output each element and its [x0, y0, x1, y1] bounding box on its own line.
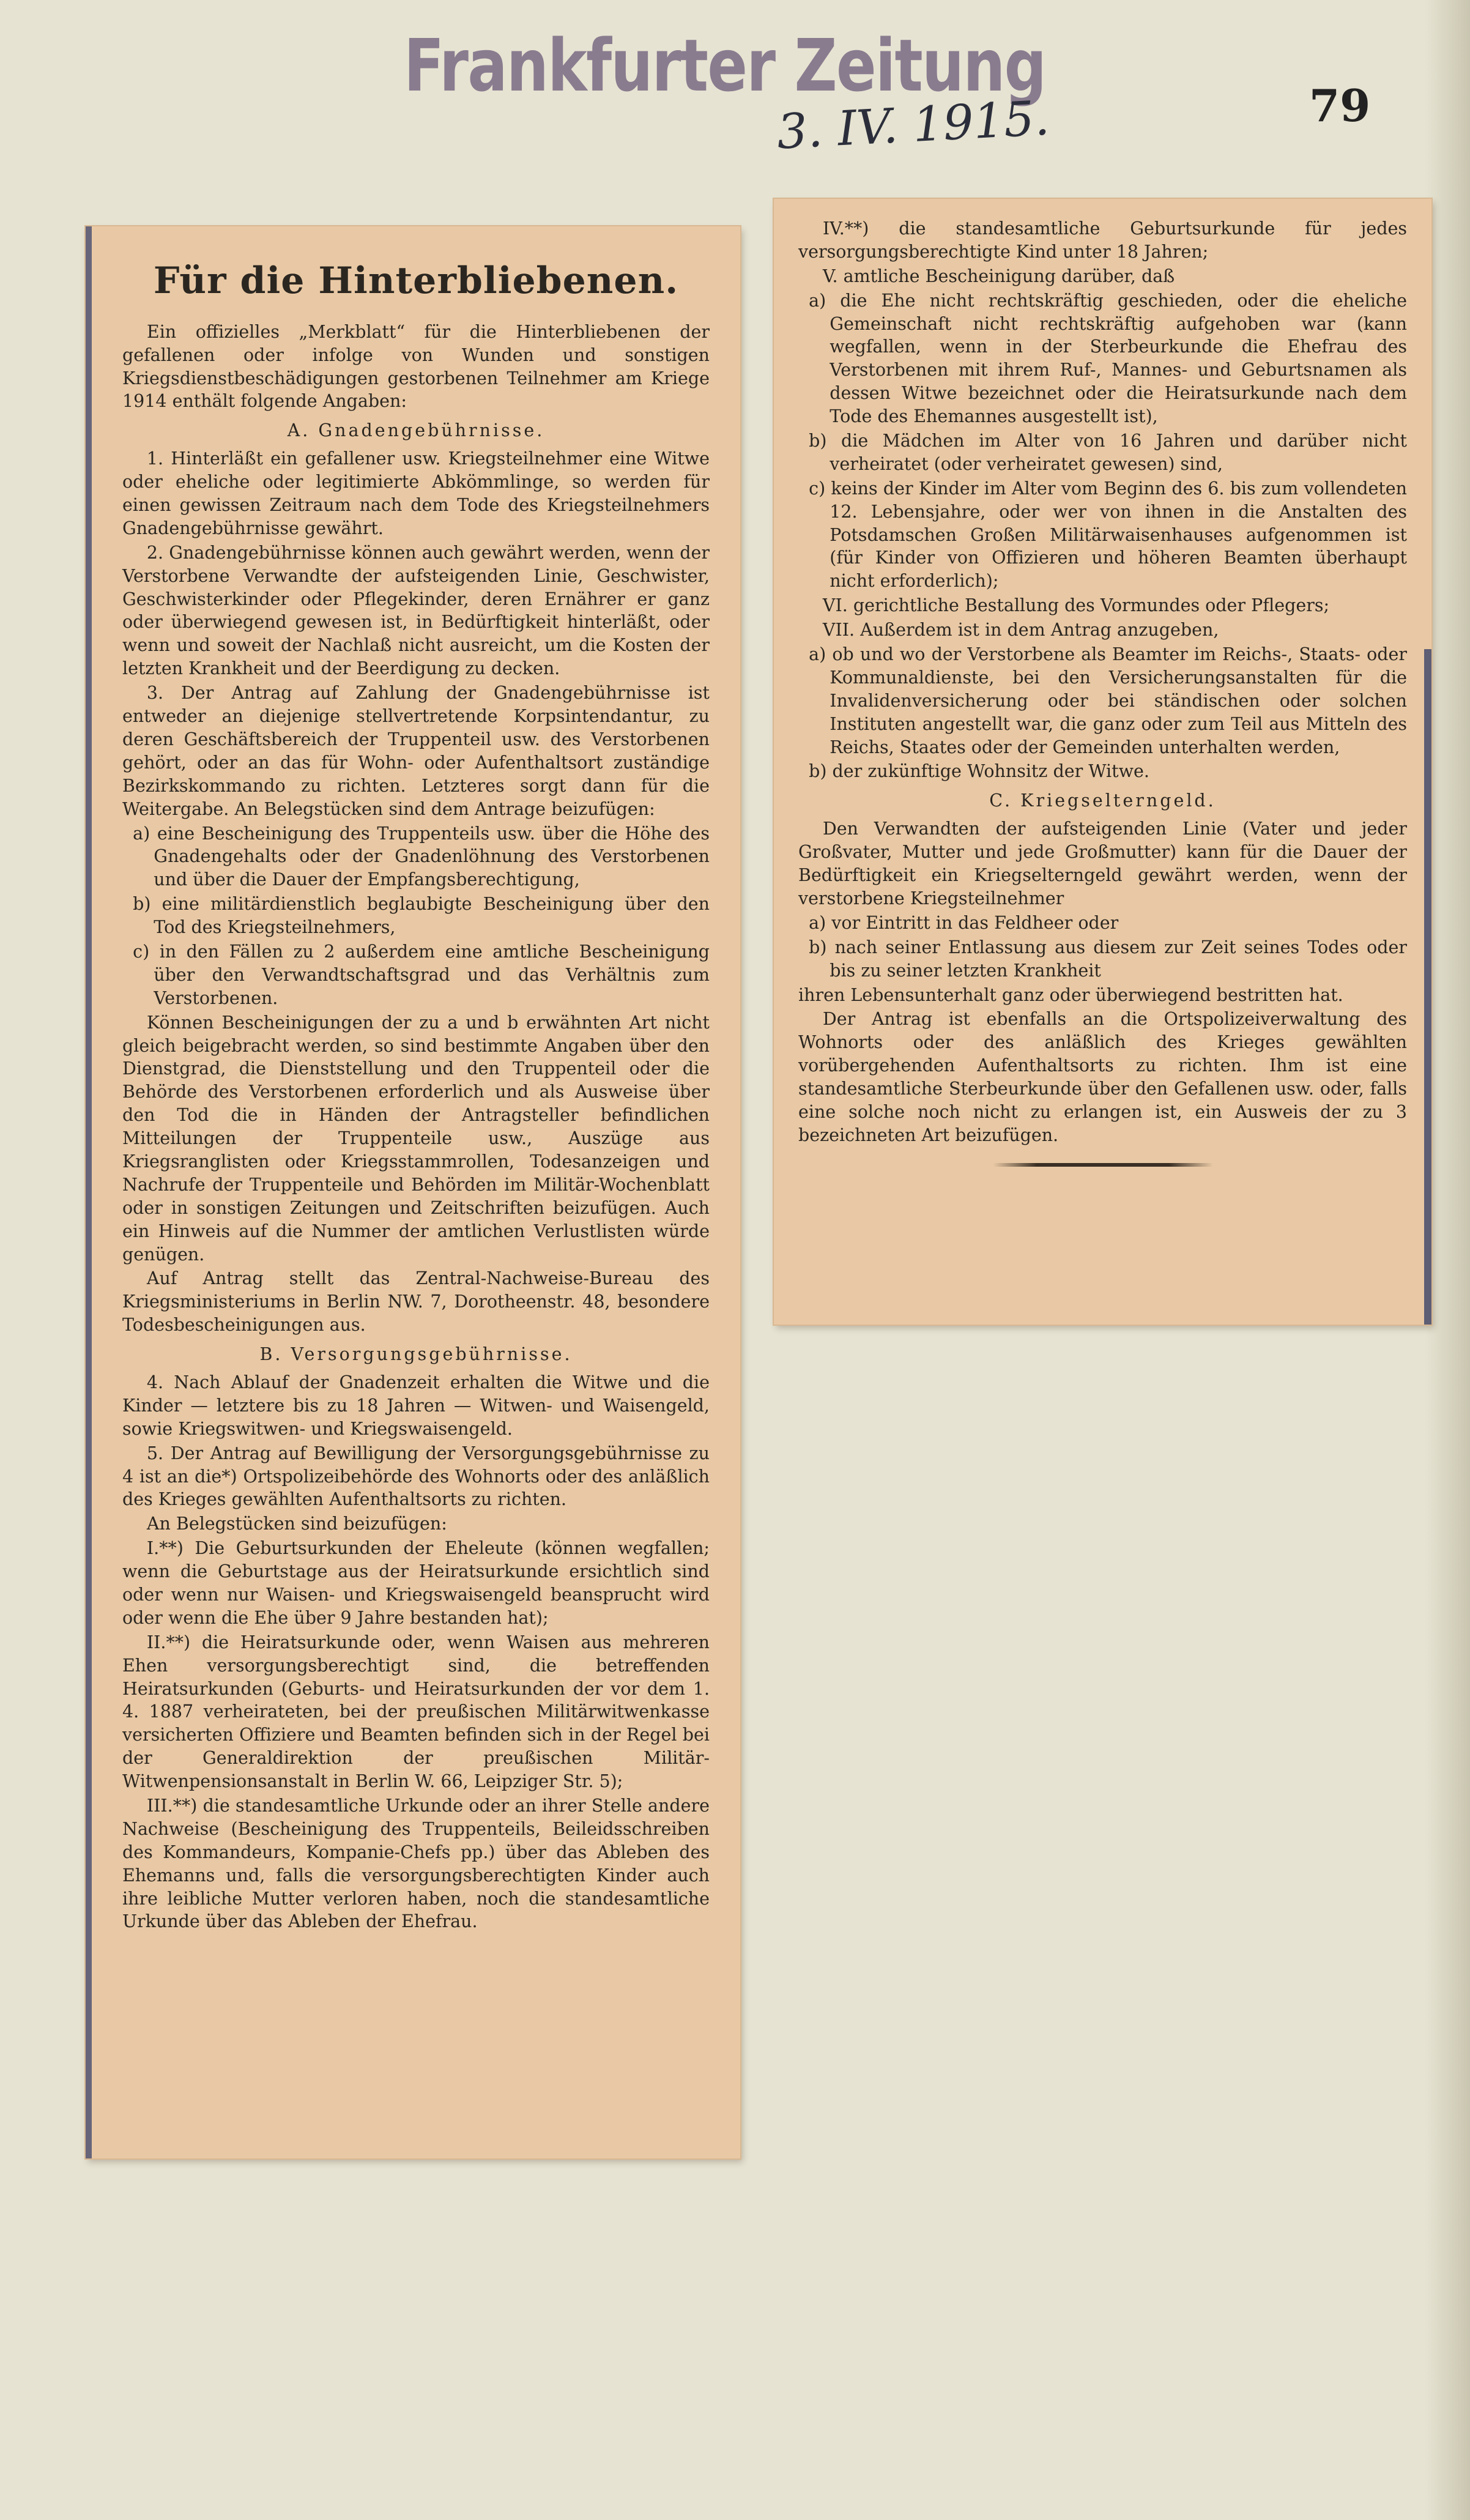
- paragraph-6: 4. Nach Ablauf der Gnadenzeit erhalten die Witwe und die Kinder — letztere bis zu 18 Jahren — Witwen- und Waisengeld, sowie Kriegswitwen- und Kriegswaisengeld.: [122, 1372, 710, 1439]
- r-paragraph-1: IV.**) die standesamtliche Geburtsurkunde für jedes versorgungsberechtigte Kind unter 18 Jahren;: [798, 218, 1407, 262]
- paragraph-1: 1. Hinterläßt ein gefallener usw. Kriegsteilnehmer eine Witwe oder eheliche oder legitimierte Abkömmlinge, so werden für einen gewissen Zeitraum nach dem Tode des Kriegsteilnehmers Gnadengebührnisse gewährt.: [122, 448, 710, 538]
- r-item-2c: c) keins der Kinder im Alter vom Beginn des 6. bis zum vollendeten 12. Lebensjahre, oder wer von ihnen in die Anstalten des Potsdamschen Großen Militärwaisenhauses aufgenommen ist (für Kinder von Offizieren und höheren Beamten überhaupt nicht erforderlich);: [809, 478, 1407, 592]
- left-column-text: [122, 257, 710, 1933]
- paragraph-2: 2. Gnadengebührnisse können auch gewährt werden, wenn der Verstorbene Verwandte der aufsteigenden Linie, Geschwister, Geschwisterkinder oder Pflegekinder, deren Ernährer er ganz oder überwiegend gewesen ist, in Bedürftigkeit hinterläßt, oder wenn und soweit der Nachlaß nicht ausreicht, um die Kosten der letzten Krankheit und der Beerdigung zu decken.: [122, 542, 710, 679]
- left-clipping: [86, 226, 740, 2158]
- right-pen-mark: [1424, 649, 1431, 1325]
- r-paragraph-4: VII. Außerdem ist in dem Antrag anzugeben,: [822, 620, 1219, 641]
- right-clipping: [774, 199, 1431, 1325]
- newspaper-stamp: Frankfurter Zeitung: [404, 23, 1046, 108]
- item-3a: a) eine Bescheinigung des Truppenteils usw. über die Höhe des Gnadengehalts oder der Gnadenlöhnung des Verstorbenen und über die Dauer der Empfangsberechtigung,: [133, 823, 710, 890]
- r-item-2b: b) die Mädchen im Alter von 16 Jahren und darüber nicht verheiratet (oder verheiratet gewesen) sind,: [809, 431, 1407, 474]
- paragraph-3: 3. Der Antrag auf Zahlung der Gnadengebührnisse ist entweder an diejenige stellvertretende Korpsintendantur, zu deren Geschäftsbereich der Truppenteil usw. des Verstorbenen gehört, oder an das für Wohn- oder Aufenthaltsort zuständige Bezirkskommando zu richten. Letzteres sorgt dann für die Weitergabe. An Belegstücken sind dem Antrage beizufügen:: [122, 683, 710, 819]
- r-paragraph-3: VI. gerichtliche Bestallung des Vormundes oder Pflegers;: [822, 595, 1330, 616]
- intro-paragraph: Ein offizielles „Merkblatt“ für die Hinterbliebenen der gefallenen oder infolge von Wunden und sonstigen Kriegsdienstbeschädigungen gestorbenen Teilnehmer am Kriege 1914 enthält folgende Angaben:: [122, 321, 710, 412]
- item-3c: c) in den Fällen zu 2 außerdem eine amtliche Bescheinigung über den Verwandtschaftsgrad und das Verhältnis zum Verstorbenen.: [133, 941, 710, 1008]
- left-pen-mark: [86, 226, 92, 2158]
- paragraph-5: Auf Antrag stellt das Zentral-Nachweise-Bureau des Kriegsministeriums in Berlin NW. 7, Dorotheenstr. 48, besondere Todesbescheinigungen aus.: [122, 1268, 710, 1336]
- page-number: 79: [1309, 80, 1371, 132]
- r-paragraph-2: V. amtliche Bescheinigung darüber, daß: [822, 266, 1175, 286]
- end-ornament: [993, 1163, 1213, 1167]
- r-item-5b: b) nach seiner Entlassung aus diesem zur Zeit seines Todes oder bis zu seiner letzten Krankheit: [809, 937, 1407, 981]
- paragraph-9: I.**) Die Geburtsurkunden der Eheleute (können wegfallen; wenn die Geburtstage aus der Heiratsurkunde ersichtlich sind oder wenn nur Waisen- und Kriegswaisengeld beansprucht wird oder wenn die Ehe über 9 Jahre bestanden hat);: [122, 1538, 710, 1628]
- right-column-text: [798, 217, 1407, 1167]
- r-item-4b: b) der zukünftige Wohnsitz der Witwe.: [809, 761, 1149, 782]
- r-paragraph-5c: ihren Lebensunterhalt ganz oder überwiegend bestritten hat.: [798, 984, 1343, 1005]
- r-item-2a: a) die Ehe nicht rechtskräftig geschieden, oder die eheliche Gemeinschaft nicht rechtskräftig aufgehoben war (kann wegfallen, wenn in der Sterbeurkunde die Ehefrau des Verstorbenen mit ihrem Ruf-, Mannes- und Geburtsnamen als dessen Witwe bezeichnet oder die Heiratsurkunde nach dem Tode des Ehemannes ausgestellt ist),: [809, 290, 1407, 427]
- r-paragraph-5: Den Verwandten der aufsteigenden Linie (Vater und jeder Großvater, Mutter und jede Großmutter) kann für die Dauer der Bedürftigkeit ein Kriegselterngeld gewährt werden, wenn der verstorbene Kriegsteilnehmer: [798, 819, 1407, 909]
- section-c-heading: C. Kriegselterngeld.: [989, 790, 1216, 811]
- article-title: Für die Hinterbliebenen.: [153, 259, 679, 302]
- paragraph-8: An Belegstücken sind beizufügen:: [146, 1514, 447, 1534]
- r-paragraph-6: Der Antrag ist ebenfalls an die Ortspolizeiverwaltung des Wohnorts oder des anläßlich des Krieges gewählten vorübergehenden Aufenthaltsorts zu richten. Ihm ist eine standesamtliche Sterbeurkunde über den Gefallenen usw. oder, falls eine solche noch nicht zu erlangen ist, ein Ausweis der zu 3 bezeichneten Art beizufügen.: [798, 1009, 1407, 1145]
- section-b-heading: B. Versorgungsgebührnisse.: [259, 1344, 573, 1365]
- item-3b: b) eine militärdienstlich beglaubigte Bescheinigung über den Tod des Kriegsteilnehmers,: [133, 894, 710, 938]
- r-item-4a: a) ob und wo der Verstorbene als Beamter im Reichs-, Staats- oder Kommunaldienste, bei den Versicherungsanstalten für die Invalidenversicherung oder bei ständischen oder solchen Instituten angestellt war, die ganz oder zum Teil aus Mitteln des Reichs, Staates oder der Gemeinden unterhalten werden,: [809, 644, 1407, 757]
- paragraph-11: III.**) die standesamtliche Urkunde oder an ihrer Stelle andere Nachweise (Bescheinigung des Truppenteils, Beileidsschreiben des Kommandeurs, Kompanie-Chefs pp.) über das Ableben des Ehemanns und, falls die versorgungsberechtigten Kinder auch ihre leibliche Mutter verloren haben, noch die standesamtliche Urkunde über das Ableben der Ehefrau.: [122, 1796, 710, 1932]
- paragraph-10: II.**) die Heiratsurkunde oder, wenn Waisen aus mehreren Ehen versorgungsberechtigt sind, die betreffenden Heiratsurkunden (Geburts- und Heiratsurkunden der vor dem 1. 4. 1887 verheirateten, bei der preußischen Militärwitwenkasse versicherten Offiziere und Beamten befinden sich in der Regel bei der Generaldirektion der preußischen Militär-Witwenpensionsanstalt in Berlin W. 66, Leipziger Str. 5);: [122, 1632, 710, 1792]
- paragraph-4: Können Bescheinigungen der zu a und b erwähnten Art nicht gleich beigebracht werden, so sind bestimmte Angaben über den Dienstgrad, die Dienststellung und den Truppenteil oder die Behörde des Verstorbenen erforderlich und als Ausweise über den Tod die in Händen der Antragsteller befindlichen Mitteilungen der Truppenteile usw., Auszüge aus Kriegsranglisten oder Kriegsstammrollen, Todesanzeigen und Nachrufe der Truppenteile und Behörden im Militär-Wochenblatt oder in sonstigen Zeitungen und Zeitschriften beizufügen. Auch ein Hinweis auf die Nummer der amtlichen Verlustlisten würde genügen.: [122, 1012, 710, 1265]
- r-item-5a: a) vor Eintritt in das Feldheer oder: [809, 912, 1119, 933]
- paragraph-7: 5. Der Antrag auf Bewilligung der Versorgungsgebührnisse zu 4 ist an die*) Ortspolizeibehörde des Wohnorts oder des anläßlich des Krieges gewählten Aufenthaltsorts zu richten.: [122, 1443, 710, 1510]
- handwritten-date: 3. IV. 1915.: [775, 91, 1051, 160]
- sheet-edge-shadow: [1425, 0, 1470, 2520]
- section-a-heading: A. Gnadengebührnisse.: [287, 420, 545, 441]
